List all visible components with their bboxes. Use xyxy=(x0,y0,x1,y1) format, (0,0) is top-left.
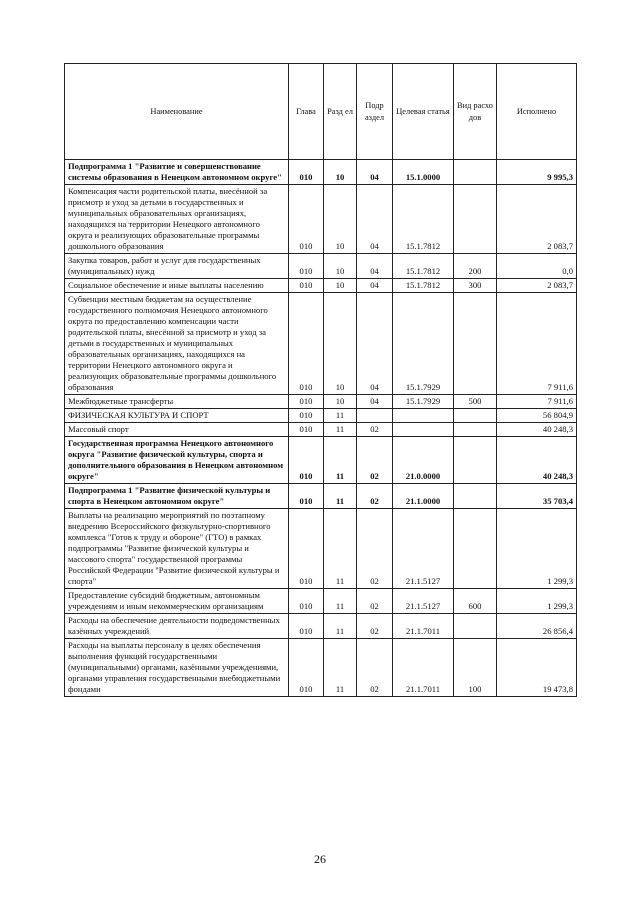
header-statya: Целевая статья xyxy=(393,64,454,160)
table-row xyxy=(65,423,577,437)
cell-statya: 21.0.0000 xyxy=(393,437,454,484)
cell-razdel: 11 xyxy=(324,437,357,484)
cell-name: Подпрограмма 1 "Развитие физической культуры и спорта в Ненецком автономном округе" xyxy=(65,484,289,509)
cell-podrazdel xyxy=(357,409,393,423)
cell-ispolneno: 9 995,3 xyxy=(497,160,577,185)
cell-ispolneno: 40 248,3 xyxy=(497,423,577,437)
cell-razdel: 11 xyxy=(324,423,357,437)
cell-ispolneno: 56 804,9 xyxy=(497,409,577,423)
cell-razdel: 11 xyxy=(324,639,357,697)
cell-vid: 600 xyxy=(454,589,497,614)
cell-glava: 010 xyxy=(289,293,324,395)
cell-podrazdel: 02 xyxy=(357,437,393,484)
cell-vid: 100 xyxy=(454,639,497,697)
cell-statya: 21.1.5127 xyxy=(393,509,454,589)
table-row xyxy=(65,160,577,185)
cell-glava: 010 xyxy=(289,639,324,697)
cell-statya: 15.1.7812 xyxy=(393,185,454,254)
cell-podrazdel: 04 xyxy=(357,254,393,279)
cell-podrazdel: 04 xyxy=(357,279,393,293)
cell-podrazdel: 02 xyxy=(357,423,393,437)
cell-vid: 300 xyxy=(454,279,497,293)
cell-statya: 15.1.7929 xyxy=(393,395,454,409)
cell-vid xyxy=(454,409,497,423)
table-row xyxy=(65,279,577,293)
page-number: 26 xyxy=(314,852,326,866)
table-row xyxy=(65,614,577,639)
cell-vid xyxy=(454,614,497,639)
cell-podrazdel: 02 xyxy=(357,509,393,589)
cell-podrazdel: 02 xyxy=(357,639,393,697)
cell-name: Межбюджетные трансферты xyxy=(65,395,289,409)
cell-name: Закупка товаров, работ и услуг для государственных (муниципальных) нужд xyxy=(65,254,289,279)
cell-ispolneno: 2 083,7 xyxy=(497,185,577,254)
cell-glava: 010 xyxy=(289,395,324,409)
table-row xyxy=(65,589,577,614)
cell-razdel: 11 xyxy=(324,589,357,614)
cell-glava: 010 xyxy=(289,160,324,185)
cell-name: Подпрограмма 1 "Развитие и совершенствование системы образования в Ненецком автономном округе" xyxy=(65,160,289,185)
cell-ispolneno: 2 083,7 xyxy=(497,279,577,293)
cell-podrazdel: 04 xyxy=(357,395,393,409)
header-vid: Вид расхо дов xyxy=(454,64,497,160)
cell-ispolneno: 1 299,3 xyxy=(497,509,577,589)
cell-ispolneno: 19 473,8 xyxy=(497,639,577,697)
cell-glava: 010 xyxy=(289,484,324,509)
cell-podrazdel: 02 xyxy=(357,614,393,639)
cell-statya: 21.1.5127 xyxy=(393,589,454,614)
table-row xyxy=(65,437,577,484)
table-row xyxy=(65,395,577,409)
cell-statya: 15.1.0000 xyxy=(393,160,454,185)
budget-table xyxy=(64,63,577,697)
cell-glava: 010 xyxy=(289,185,324,254)
cell-ispolneno: 35 703,4 xyxy=(497,484,577,509)
cell-razdel: 10 xyxy=(324,185,357,254)
cell-statya: 15.1.7812 xyxy=(393,279,454,293)
cell-glava: 010 xyxy=(289,589,324,614)
cell-ispolneno: 26 856,4 xyxy=(497,614,577,639)
cell-podrazdel: 02 xyxy=(357,484,393,509)
cell-ispolneno: 7 911,6 xyxy=(497,293,577,395)
cell-vid: 500 xyxy=(454,395,497,409)
cell-glava: 010 xyxy=(289,614,324,639)
cell-razdel: 10 xyxy=(324,395,357,409)
cell-vid xyxy=(454,484,497,509)
cell-ispolneno: 1 299,3 xyxy=(497,589,577,614)
cell-statya: 21.1.7011 xyxy=(393,639,454,697)
header-ispolneno: Исполнено xyxy=(497,64,577,160)
cell-razdel: 10 xyxy=(324,254,357,279)
cell-statya xyxy=(393,409,454,423)
cell-glava: 010 xyxy=(289,409,324,423)
cell-podrazdel: 04 xyxy=(357,160,393,185)
cell-name: Выплаты на реализацию мероприятий по поэтапному внедрению Всероссийского физкультурно-спортивного комплекса "Готов к труду и обороне" (ГТО) в рамках подпрограммы "Развитие физической культуры и массового спорта" государственной программы Российской Федерации "Развитие физической культуры и спорта" xyxy=(65,509,289,589)
cell-podrazdel: 04 xyxy=(357,185,393,254)
cell-razdel: 11 xyxy=(324,509,357,589)
cell-razdel: 10 xyxy=(324,160,357,185)
table-row xyxy=(65,254,577,279)
cell-glava: 010 xyxy=(289,509,324,589)
cell-statya xyxy=(393,423,454,437)
cell-podrazdel: 04 xyxy=(357,293,393,395)
cell-razdel: 11 xyxy=(324,614,357,639)
table-row xyxy=(65,185,577,254)
cell-vid xyxy=(454,437,497,484)
cell-vid: 200 xyxy=(454,254,497,279)
cell-glava: 010 xyxy=(289,437,324,484)
cell-name: ФИЗИЧЕСКАЯ КУЛЬТУРА И СПОРТ xyxy=(65,409,289,423)
table-header-row xyxy=(65,64,577,160)
cell-ispolneno: 40 248,3 xyxy=(497,437,577,484)
cell-razdel: 11 xyxy=(324,484,357,509)
cell-name: Субвенции местным бюджетам на осуществление государственного полномочия Ненецкого автономного округа по предоставлению компенсации части родительской платы, внесённой за присмотр и уход за детьми в государственных и муниципальных образовательных организациях, находящихся на территории Ненецкого автономного округа и реализующих образовательные программы дошкольного образования xyxy=(65,293,289,395)
cell-glava: 010 xyxy=(289,279,324,293)
cell-razdel: 11 xyxy=(324,409,357,423)
cell-vid xyxy=(454,509,497,589)
cell-glava: 010 xyxy=(289,423,324,437)
cell-name: Массовый спорт xyxy=(65,423,289,437)
cell-name: Компенсация части родительской платы, внесённой за присмотр и уход за детьми в государственных и муниципальных образовательных организациях, находящихся на территории Ненецкого автономного округа и реализующих образовательные программы дошкольного образования xyxy=(65,185,289,254)
table-row xyxy=(65,409,577,423)
table-row xyxy=(65,293,577,395)
header-podrazdel: Подр аздел xyxy=(357,64,393,160)
cell-statya: 15.1.7812 xyxy=(393,254,454,279)
cell-ispolneno: 0,0 xyxy=(497,254,577,279)
header-razdel: Разд ел xyxy=(324,64,357,160)
cell-razdel: 10 xyxy=(324,293,357,395)
cell-ispolneno: 7 911,6 xyxy=(497,395,577,409)
cell-name: Социальное обеспечение и иные выплаты населению xyxy=(65,279,289,293)
header-glava: Глава xyxy=(289,64,324,160)
cell-vid xyxy=(454,423,497,437)
header-name: Наименование xyxy=(65,64,289,160)
cell-name: Государственная программа Ненецкого автономного округа "Развитие физической культуры, спорта и дополнительного образования в Ненецком автономном округе" xyxy=(65,437,289,484)
cell-name: Расходы на обеспечение деятельности подведомственных казённых учреждений xyxy=(65,614,289,639)
cell-statya: 21.1.7011 xyxy=(393,614,454,639)
table-row xyxy=(65,639,577,697)
cell-statya: 21.1.0000 xyxy=(393,484,454,509)
cell-name: Предоставление субсидий бюджетным, автономным учреждениям и иным некоммерческим организациям xyxy=(65,589,289,614)
table-row xyxy=(65,484,577,509)
table-row xyxy=(65,509,577,589)
cell-statya: 15.1.7929 xyxy=(393,293,454,395)
cell-glava: 010 xyxy=(289,254,324,279)
cell-vid xyxy=(454,293,497,395)
cell-vid xyxy=(454,185,497,254)
cell-vid xyxy=(454,160,497,185)
table-body xyxy=(65,160,577,697)
cell-razdel: 10 xyxy=(324,279,357,293)
cell-name: Расходы на выплаты персоналу в целях обеспечения выполнения функций государственными (муниципальными) органами, казёнными учреждениями, органами управления государственными внебюджетными фондами xyxy=(65,639,289,697)
cell-podrazdel: 02 xyxy=(357,589,393,614)
